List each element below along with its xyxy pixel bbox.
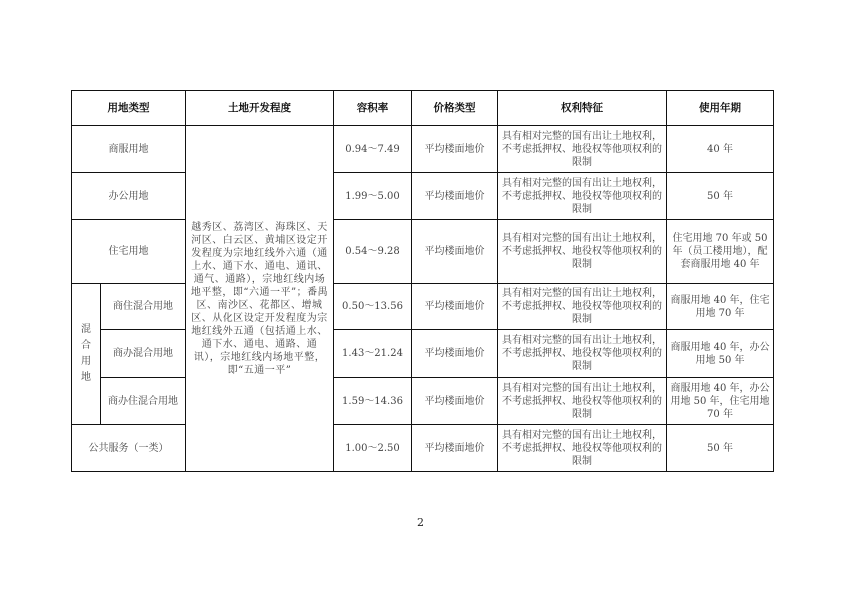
table-row (72, 173, 774, 220)
cell-land-type: 住宅用地 (72, 220, 186, 284)
cell-rights: 具有相对完整的国有出让土地权利，不考虑抵押权、地役权等他项权利的限制 (498, 173, 667, 220)
header-development: 土地开发程度 (186, 91, 334, 126)
page-number: 2 (417, 516, 424, 529)
cell-rights: 具有相对完整的国有出让土地权利，不考虑抵押权、地役权等他项权利的限制 (498, 284, 667, 330)
cell-land-type: 办公用地 (72, 173, 186, 220)
cell-rights: 具有相对完整的国有出让土地权利，不考虑抵押权、地役权等他项权利的限制 (498, 378, 667, 425)
table-row (72, 126, 774, 173)
header-years: 使用年期 (667, 91, 774, 126)
cell-price-type: 平均楼面地价 (412, 378, 498, 425)
cell-rights: 具有相对完整的国有出让土地权利，不考虑抵押权、地役权等他项权利的限制 (498, 126, 667, 173)
header-far: 容积率 (334, 91, 412, 126)
table-row (72, 425, 774, 472)
cell-years: 商服用地 40 年，办公用地 50 年 (667, 330, 774, 378)
cell-years: 商服用地 40 年，办公用地 50 年，住宅用地 70 年 (667, 378, 774, 425)
cell-land-type: 商办混合用地 (101, 330, 186, 378)
cell-land-type: 商住混合用地 (101, 284, 186, 330)
header-rights: 权利特征 (498, 91, 667, 126)
table-row (72, 284, 774, 330)
cell-years: 商服用地 40 年，住宅用地 70 年 (667, 284, 774, 330)
cell-land-type: 商服用地 (72, 126, 186, 173)
cell-far: 1.59～14.36 (334, 378, 412, 425)
cell-land-type: 公共服务（一类） (72, 425, 186, 472)
cell-price-type: 平均楼面地价 (412, 330, 498, 378)
cell-price-type: 平均楼面地价 (412, 126, 498, 173)
cell-years: 50 年 (667, 425, 774, 472)
mixed-land-group-label: 混合用地 (72, 284, 101, 425)
cell-years: 住宅用地 70 年或 50 年（员工楼用地），配套商服用地 40 年 (667, 220, 774, 284)
cell-far: 1.43～21.24 (334, 330, 412, 378)
header-land-type: 用地类型 (72, 91, 186, 126)
cell-price-type: 平均楼面地价 (412, 220, 498, 284)
cell-far: 0.50～13.56 (334, 284, 412, 330)
cell-rights: 具有相对完整的国有出让土地权利，不考虑抵押权、地役权等他项权利的限制 (498, 220, 667, 284)
cell-far: 0.54～9.28 (334, 220, 412, 284)
table-row (72, 220, 774, 284)
cell-far: 0.94～7.49 (334, 126, 412, 173)
cell-price-type: 平均楼面地价 (412, 173, 498, 220)
cell-price-type: 平均楼面地价 (412, 425, 498, 472)
cell-years: 40 年 (667, 126, 774, 173)
table-header-row (72, 91, 774, 126)
cell-rights: 具有相对完整的国有出让土地权利，不考虑抵押权、地役权等他项权利的限制 (498, 425, 667, 472)
cell-rights: 具有相对完整的国有出让土地权利，不考虑抵押权、地役权等他项权利的限制 (498, 330, 667, 378)
cell-far: 1.99～5.00 (334, 173, 412, 220)
header-price-type: 价格类型 (412, 91, 498, 126)
cell-land-type: 商办住混合用地 (101, 378, 186, 425)
cell-far: 1.00～2.50 (334, 425, 412, 472)
table-row (72, 330, 774, 378)
cell-years: 50 年 (667, 173, 774, 220)
cell-price-type: 平均楼面地价 (412, 284, 498, 330)
land-price-table (71, 90, 774, 472)
cell-development: 越秀区、荔湾区、海珠区、天河区、白云区、黄埔区设定开发程度为宗地红线外六通（通上水、通下水、通电、通讯、通气、通路），宗地红线内场地平整，即“六通一平”；番禺区、南沙区、花都区、增城区、从化区设定开发程度为宗地红线外五通（包括通上水、通下水、通电、通路、通讯），宗地红线内场地平整，即“五通一平” (186, 126, 334, 472)
table-row (72, 378, 774, 425)
